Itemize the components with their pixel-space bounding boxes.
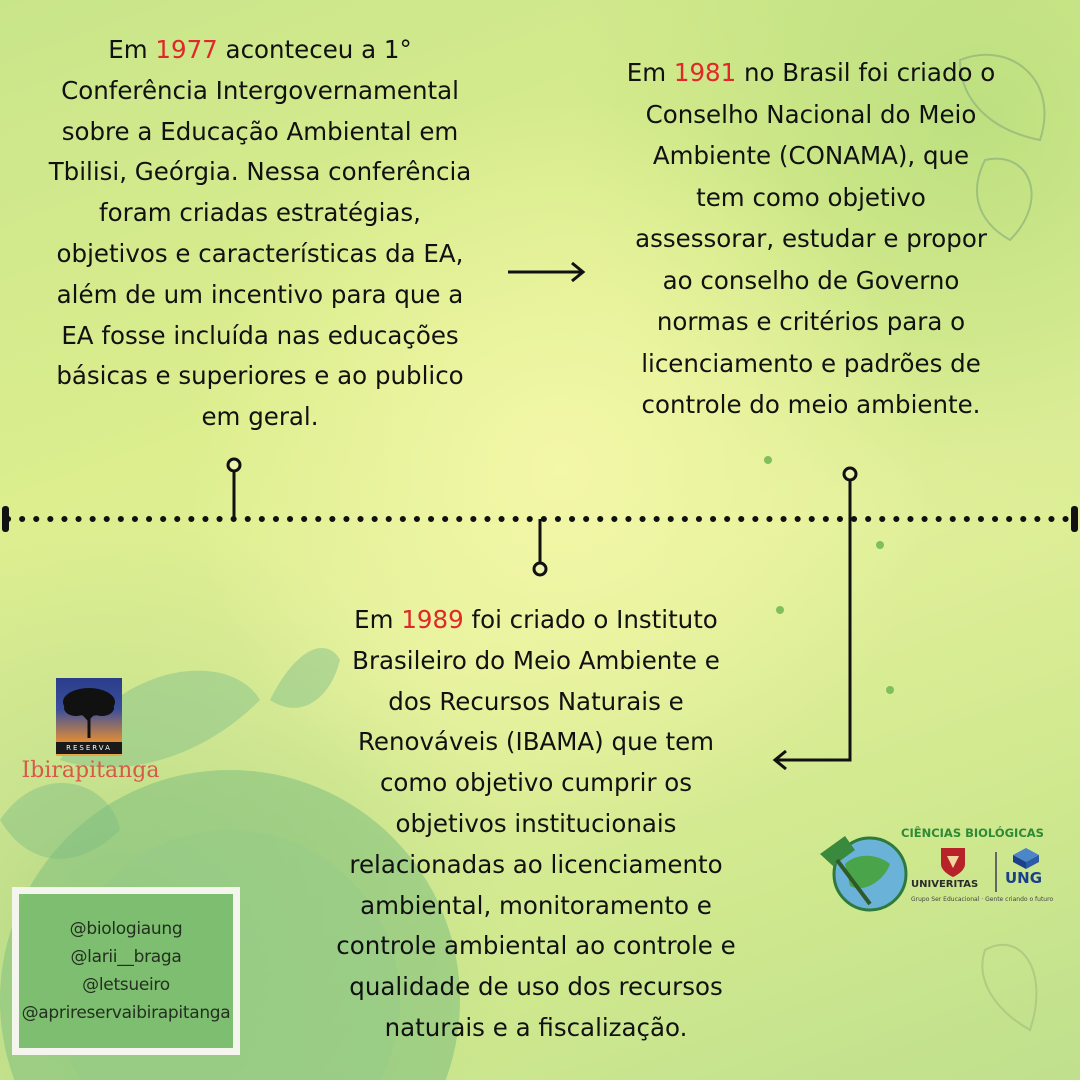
handle-item: @biologiaung <box>69 919 183 939</box>
text-line: ambiental, monitoramento e <box>360 890 712 920</box>
social-handles-box <box>12 887 240 1055</box>
text-line: Renováveis (IBAMA) que tem <box>357 727 715 757</box>
text-prefix: Em <box>108 35 156 64</box>
text-rest: foi criado o Instituto <box>463 605 718 634</box>
text-line: além de um incentivo para que a <box>56 279 464 309</box>
block-1977 <box>20 30 500 438</box>
text-line: Tbilisi, Geórgia. Nessa conferência <box>48 157 472 187</box>
logo-divider <box>995 852 997 892</box>
text-prefix: Em <box>354 605 402 634</box>
marker-1981-dot <box>844 468 856 480</box>
text-line <box>305 600 767 641</box>
timeline-end-right <box>1071 506 1078 532</box>
text-line: controle do meio ambiente. <box>641 390 981 419</box>
text-line: EA fosse incluída nas educações <box>61 320 459 350</box>
text-line <box>598 52 1024 94</box>
text-line: tem como objetivo <box>696 182 926 212</box>
text-line: Brasileiro do Meio Ambiente e <box>352 645 720 675</box>
text-prefix: Em <box>626 58 674 87</box>
reserva-logo-tag: RESERVA <box>56 742 122 754</box>
reserva-ibirapitanga-logo <box>18 678 163 796</box>
text-line: básicas e superiores e ao publico <box>56 361 464 391</box>
text-line: sobre a Educação Ambiental em <box>61 116 459 146</box>
text-line: controle ambiental ao controle e <box>336 931 736 961</box>
university-tagline: Grupo Ser Educacional · Gente criando o futuro <box>911 896 1054 903</box>
text-line <box>20 30 500 71</box>
year-highlight: 1977 <box>155 35 218 64</box>
text-line: relacionadas ao licenciamento <box>349 849 723 879</box>
handle-item: @aprireservaibirapitanga <box>21 1003 231 1023</box>
text-line: como objetivo cumprir os <box>379 768 693 798</box>
reserva-logo-name: Ibirapitanga <box>21 758 160 783</box>
ung-name: UNG <box>1005 869 1043 887</box>
text-line: em geral. <box>201 402 319 432</box>
text-rest: aconteceu a 1° <box>217 35 412 64</box>
connector-1981-to-1989 <box>776 480 850 760</box>
text-line: Conselho Nacional do Meio <box>645 99 977 129</box>
text-line: objetivos e características da EA, <box>56 238 464 268</box>
ung-cube-icon <box>1011 846 1041 870</box>
univeritas-shield-icon <box>939 846 967 878</box>
block-1989 <box>305 600 767 1049</box>
text-line: qualidade de uso dos recursos <box>349 972 723 1002</box>
handle-item: @letsueiro <box>82 975 170 995</box>
text-line: licenciamento e padrões de <box>641 348 981 378</box>
text-line: foram criadas estratégias, <box>99 198 421 228</box>
timeline-end-left <box>2 506 9 532</box>
handle-item: @larii__braga <box>70 947 182 967</box>
year-highlight: 1981 <box>673 58 737 87</box>
text-line: objetivos institucionais <box>395 808 677 838</box>
text-line: Ambiente (CONAMA), que <box>652 141 970 170</box>
text-line: ao conselho de Governo <box>662 265 960 295</box>
biology-globe-icon <box>815 824 915 924</box>
text-rest: no Brasil foi criado o <box>736 58 996 87</box>
marker-1977-dot <box>228 459 240 471</box>
text-line: normas e critérios para o <box>656 307 966 336</box>
text-line: assessorar, estudar e propor <box>635 224 987 253</box>
marker-1989-dot <box>534 563 546 575</box>
univeritas-name: UNIVERITAS <box>911 879 979 890</box>
year-highlight: 1989 <box>401 605 464 634</box>
biology-title: CIÊNCIAS BIOLÓGICAS <box>901 826 1044 840</box>
university-logos <box>815 824 1065 924</box>
tree-icon <box>56 678 122 742</box>
text-line: dos Recursos Naturais e <box>388 686 684 716</box>
text-line: Conferência Intergovernamental <box>61 75 459 105</box>
text-line: naturais e a fiscalização. <box>384 1012 688 1042</box>
block-1981 <box>598 52 1024 426</box>
